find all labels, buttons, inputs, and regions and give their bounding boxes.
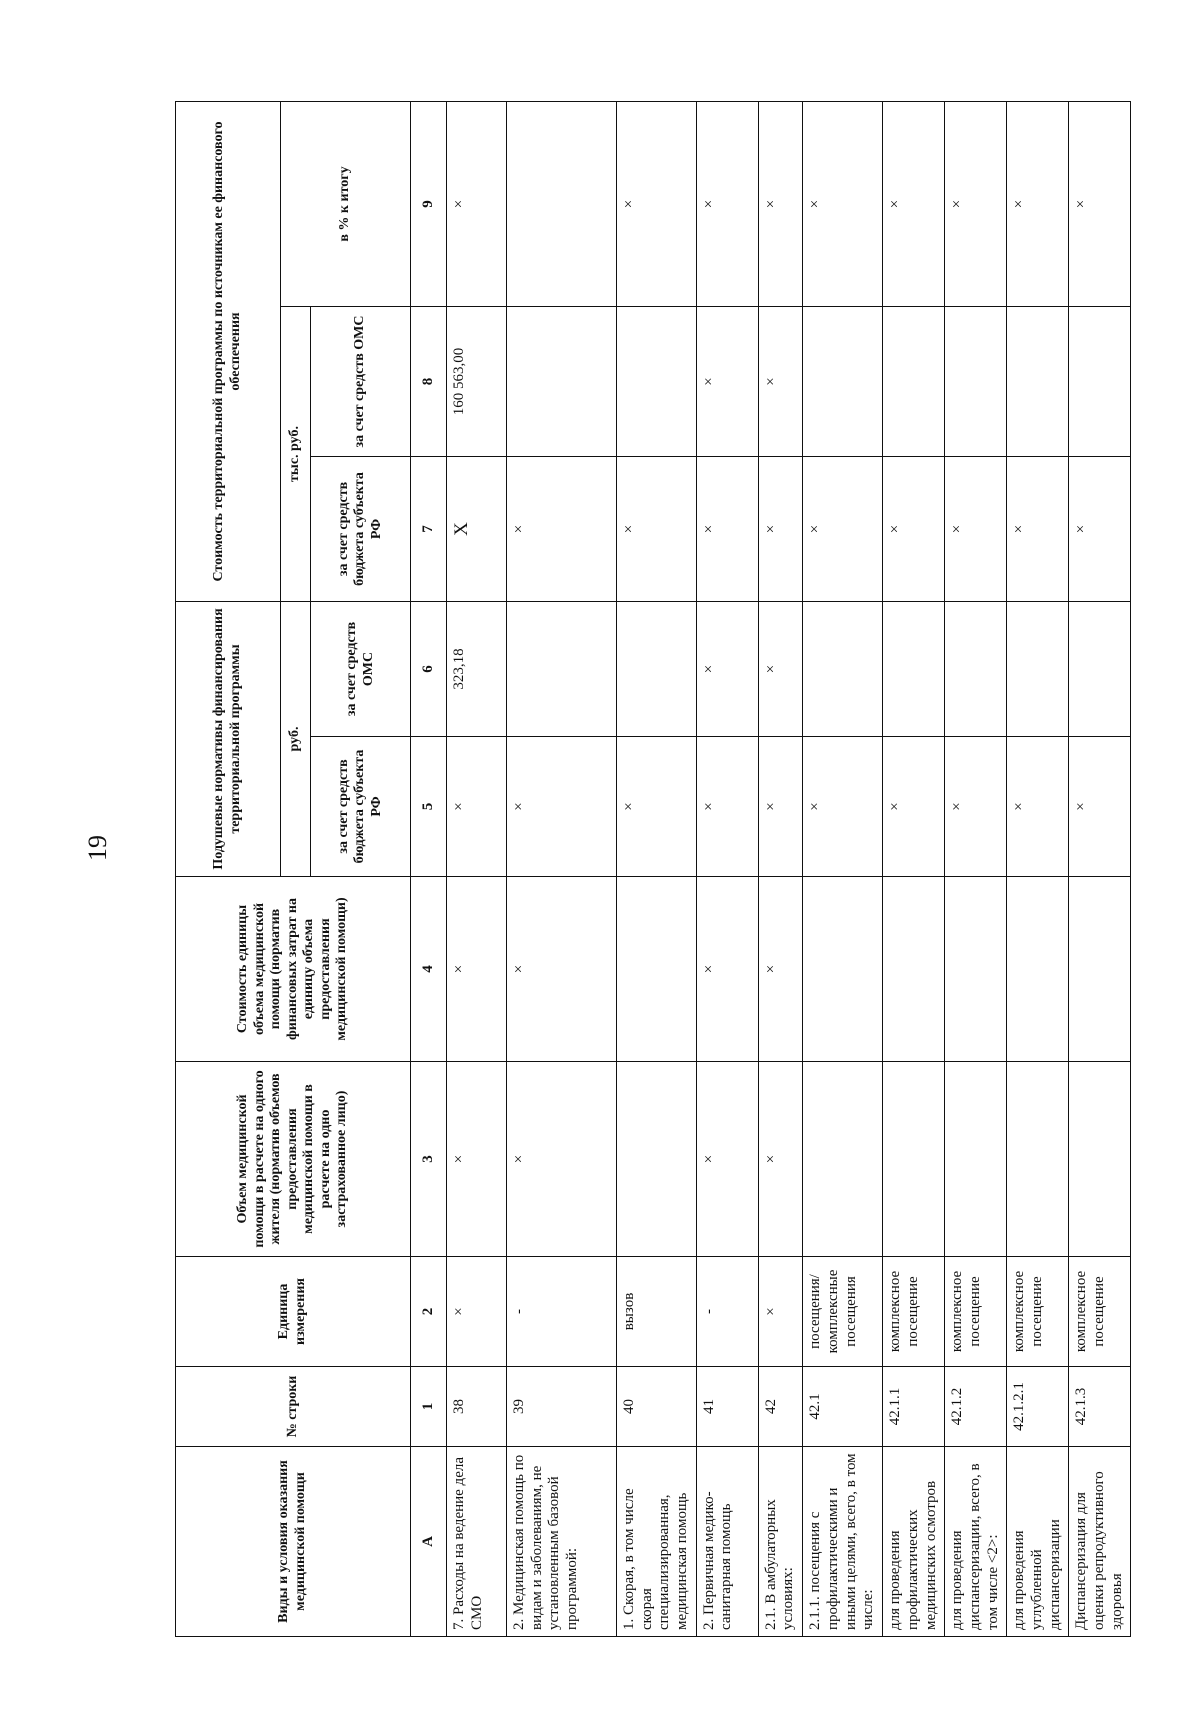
- row-unit: комплексное посещение: [883, 1257, 945, 1367]
- row-unit: -: [507, 1257, 617, 1367]
- table-row: [945, 101, 1007, 1636]
- cell-col-9: ×: [803, 101, 883, 306]
- row-number: 42.1.2: [945, 1367, 1007, 1447]
- column-number: 1: [411, 1367, 447, 1447]
- cell-col-6: [617, 602, 697, 737]
- cell-col-7: ×: [883, 457, 945, 602]
- header-program-cost: Стоимость территориальной программы по источникам ее финансового обеспечения: [176, 101, 281, 601]
- cell-col-6: 323,18: [447, 602, 507, 737]
- cell-col-7: ×: [1007, 457, 1069, 602]
- column-number: 8: [411, 307, 447, 457]
- header-kind: Виды и условия оказания медицинской помощи: [176, 1447, 411, 1637]
- cell-col-9: ×: [447, 101, 507, 306]
- cell-col-7: ×: [758, 457, 802, 602]
- cell-col-8: ×: [758, 307, 802, 457]
- cell-col-9: ×: [696, 101, 758, 306]
- row-label: 2.1. В амбулаторных условиях:: [758, 1447, 802, 1637]
- row-unit: -: [696, 1257, 758, 1367]
- cell-col-9: ×: [945, 101, 1007, 306]
- table-body: [447, 101, 1131, 1636]
- cell-col-5: ×: [1007, 737, 1069, 877]
- row-label: 2. Медицинская помощь по видам и заболеваниям, не установленным базовой программой:: [507, 1447, 617, 1637]
- cell-col-4: ×: [507, 877, 617, 1062]
- table-row: [696, 101, 758, 1636]
- row-number: 42.1: [803, 1367, 883, 1447]
- cell-col-6: [945, 602, 1007, 737]
- table-row: [803, 101, 883, 1636]
- header-unit-cost: Стоимость единицы объема медицинской помощи (норматив финансовых затрат на единицу объема предоставления медицинской помощи): [176, 877, 411, 1062]
- cell-col-4: [945, 877, 1007, 1062]
- cell-col-9: ×: [1069, 101, 1131, 306]
- cell-col-7: Х: [447, 457, 507, 602]
- column-number: А: [411, 1447, 447, 1637]
- cell-col-5: ×: [883, 737, 945, 877]
- cell-col-3: [617, 1062, 697, 1257]
- row-unit: комплексное посещение: [945, 1257, 1007, 1367]
- cell-col-3: [1069, 1062, 1131, 1257]
- cell-col-5: ×: [507, 737, 617, 877]
- cell-col-7: ×: [1069, 457, 1131, 602]
- cell-col-3: [883, 1062, 945, 1257]
- row-unit: посещения/комплексные посещения: [803, 1257, 883, 1367]
- page-number: 19: [83, 835, 112, 861]
- header-per-capita: Подушевые нормативы финансирования территориальной программы: [176, 602, 281, 877]
- table-row: [758, 101, 802, 1636]
- table-row: [1007, 101, 1069, 1636]
- row-number: 38: [447, 1367, 507, 1447]
- cell-col-6: ×: [758, 602, 802, 737]
- table-row: [617, 101, 697, 1636]
- cell-col-8: [1069, 307, 1131, 457]
- cell-col-8: [883, 307, 945, 457]
- column-number: 2: [411, 1257, 447, 1367]
- cell-col-5: ×: [945, 737, 1007, 877]
- cell-col-6: [507, 602, 617, 737]
- cell-col-5: ×: [1069, 737, 1131, 877]
- header-oms-6: за счет средств ОМС: [311, 602, 411, 737]
- header-tys-rub: тыс. руб.: [281, 307, 311, 602]
- cell-col-9: ×: [1007, 101, 1069, 306]
- cell-col-4: [617, 877, 697, 1062]
- cell-col-3: ×: [507, 1062, 617, 1257]
- cell-col-9: ×: [883, 101, 945, 306]
- cell-col-4: ×: [447, 877, 507, 1062]
- cell-col-6: [1007, 602, 1069, 737]
- cell-col-4: ×: [696, 877, 758, 1062]
- table-row: [507, 101, 617, 1636]
- rotated-table-sheet: [175, 102, 1125, 1637]
- column-number: 3: [411, 1062, 447, 1257]
- cell-col-3: [803, 1062, 883, 1257]
- row-number: 42.1.3: [1069, 1367, 1131, 1447]
- row-label: для проведения профилактических медицинских осмотров: [883, 1447, 945, 1637]
- cell-col-3: [1007, 1062, 1069, 1257]
- cell-col-7: ×: [803, 457, 883, 602]
- cell-col-6: [883, 602, 945, 737]
- header-oms-8: за счет средств ОМС: [311, 307, 411, 457]
- column-number: 4: [411, 877, 447, 1062]
- cell-col-4: [1069, 877, 1131, 1062]
- cell-col-8: [617, 307, 697, 457]
- header-row-number: № строки: [176, 1367, 411, 1447]
- row-number: 39: [507, 1367, 617, 1447]
- cell-col-5: ×: [803, 737, 883, 877]
- row-label: для проведения углубленной диспансеризации: [1007, 1447, 1069, 1637]
- row-number: 42.1.1: [883, 1367, 945, 1447]
- cell-col-8: 160 563,00: [447, 307, 507, 457]
- cell-col-8: [507, 307, 617, 457]
- row-number: 41: [696, 1367, 758, 1447]
- row-number: 42: [758, 1367, 802, 1447]
- cell-col-3: [945, 1062, 1007, 1257]
- cell-col-9: ×: [758, 101, 802, 306]
- header-budget-7: за счет средств бюджета субъекта РФ: [311, 457, 411, 602]
- financing-table: [175, 101, 1131, 1637]
- column-number: 7: [411, 457, 447, 602]
- cell-col-4: ×: [758, 877, 802, 1062]
- table-row: [883, 101, 945, 1636]
- cell-col-8: [1007, 307, 1069, 457]
- cell-col-7: ×: [507, 457, 617, 602]
- cell-col-7: ×: [696, 457, 758, 602]
- row-unit: комплексное посещение: [1007, 1257, 1069, 1367]
- cell-col-5: ×: [617, 737, 697, 877]
- column-number: 6: [411, 602, 447, 737]
- row-label: 7. Расходы на ведение дела СМО: [447, 1447, 507, 1637]
- row-label: Диспансеризация для оценки репродуктивного здоровья: [1069, 1447, 1131, 1637]
- row-label: 2. Первичная медико-санитарная помощь: [696, 1447, 758, 1637]
- cell-col-5: ×: [447, 737, 507, 877]
- cell-col-4: [1007, 877, 1069, 1062]
- cell-col-5: ×: [696, 737, 758, 877]
- cell-col-8: [803, 307, 883, 457]
- cell-col-9: ×: [617, 101, 697, 306]
- table-row: [447, 101, 507, 1636]
- column-number: 5: [411, 737, 447, 877]
- row-number: 42.1.2.1: [1007, 1367, 1069, 1447]
- table-row: [1069, 101, 1131, 1636]
- cell-col-3: ×: [696, 1062, 758, 1257]
- cell-col-4: [803, 877, 883, 1062]
- header-unit: Единица измерения: [176, 1257, 411, 1367]
- cell-col-9: [507, 101, 617, 306]
- header-percent: в % к итогу: [281, 101, 411, 306]
- cell-col-7: ×: [617, 457, 697, 602]
- header-rub: руб.: [281, 602, 311, 877]
- row-unit: комплексное посещение: [1069, 1257, 1131, 1367]
- cell-col-6: [1069, 602, 1131, 737]
- cell-col-8: [945, 307, 1007, 457]
- row-label: 1. Скорая, в том числе скорая специализированная, медицинская помощь: [617, 1447, 697, 1637]
- cell-col-4: [883, 877, 945, 1062]
- cell-col-5: ×: [758, 737, 802, 877]
- cell-col-7: ×: [945, 457, 1007, 602]
- row-unit: ×: [447, 1257, 507, 1367]
- row-unit: вызов: [617, 1257, 697, 1367]
- cell-col-3: ×: [758, 1062, 802, 1257]
- cell-col-3: ×: [447, 1062, 507, 1257]
- header-budget-5: за счет средств бюджета субъекта РФ: [311, 737, 411, 877]
- row-unit: ×: [758, 1257, 802, 1367]
- header-volume: Объем медицинской помощи в расчете на одного жителя (норматив объемов предоставления медицинской помощи в расчете на одно застрахованное лицо): [176, 1062, 411, 1257]
- cell-col-6: ×: [696, 602, 758, 737]
- row-label: для проведения диспансеризации, всего, в том числе <2>:: [945, 1447, 1007, 1637]
- cell-col-6: [803, 602, 883, 737]
- column-number: 9: [411, 101, 447, 306]
- cell-col-8: ×: [696, 307, 758, 457]
- row-number: 40: [617, 1367, 697, 1447]
- row-label: 2.1.1. посещения с профилактическими и иными целями, всего, в том числе:: [803, 1447, 883, 1637]
